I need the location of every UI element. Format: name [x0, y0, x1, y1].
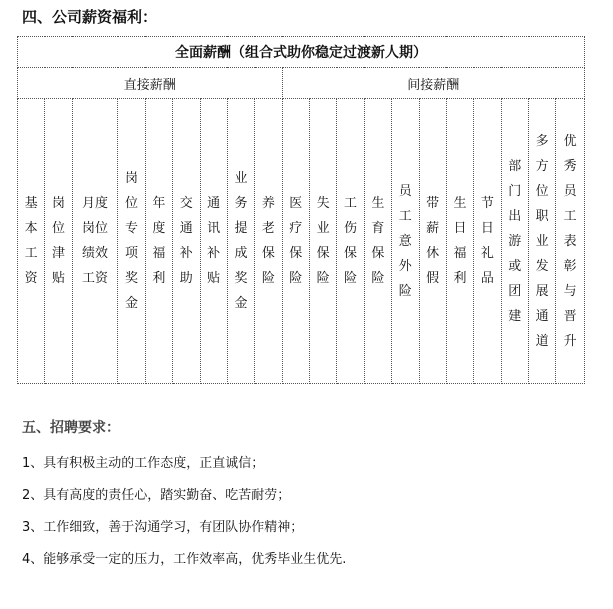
benefit-item-label: 生 日 福 利 — [453, 196, 467, 286]
benefit-item — [474, 99, 501, 384]
benefit-item-label: 节 日 礼 品 — [480, 196, 494, 286]
requirement-item: 4、能够承受一定的压力，工作效率高，优秀毕业生优先. — [22, 552, 347, 567]
benefit-item-label: 岗 位 津 贴 — [52, 196, 66, 286]
section-5-heading: 五、招聘要求： — [22, 420, 120, 436]
benefit-item — [118, 99, 145, 384]
benefit-item — [392, 99, 419, 384]
benefit-item-label: 年 度 福 利 — [152, 196, 166, 286]
benefit-item-label: 工 伤 保 险 — [344, 196, 358, 286]
benefit-item-label: 部 门 出 游 或 团 建 — [508, 158, 522, 324]
benefit-item-label: 失 业 保 险 — [316, 196, 330, 286]
group-header-1: 间接薪酬 — [282, 68, 584, 99]
benefit-item — [200, 99, 227, 384]
benefit-item — [255, 99, 282, 384]
requirement-item: 3、工作细致，善于沟通学习，有团队协作精神； — [22, 520, 304, 535]
benefit-item-label: 通 讯 补 贴 — [207, 196, 221, 286]
benefit-item — [529, 99, 556, 384]
benefit-item — [310, 99, 337, 384]
benefit-item — [173, 99, 200, 384]
benefit-item — [446, 99, 473, 384]
benefit-item-label: 基 本 工 资 — [24, 196, 38, 286]
benefit-item-label: 带 薪 休 假 — [426, 196, 440, 286]
benefit-item — [419, 99, 446, 384]
benefit-item-label: 多 方 位 职 业 发 展 通 道 — [535, 133, 549, 349]
requirement-item: 2、具有高度的责任心，踏实勤奋、吃苦耐劳； — [22, 488, 291, 503]
benefit-item-label: 优 秀 员 工 表 彰 与 晋 升 — [563, 133, 577, 349]
benefit-item — [145, 99, 172, 384]
benefit-item — [227, 99, 254, 384]
benefit-item-label: 交 通 补 助 — [179, 196, 193, 286]
benefit-item — [45, 99, 72, 384]
table-title: 全面薪酬（组合式助你稳定过渡新人期） — [18, 37, 585, 68]
benefit-item-label: 养 老 保 险 — [261, 196, 275, 286]
benefit-item-label: 岗 位 专 项 奖 金 — [125, 171, 139, 311]
benefit-item-label: 员 工 意 外 险 — [398, 183, 412, 299]
benefit-item-label: 生 育 保 险 — [371, 196, 385, 286]
benefit-item — [364, 99, 391, 384]
compensation-table — [17, 36, 585, 384]
benefit-item — [337, 99, 364, 384]
benefit-item-label: 业 务 提 成 奖 金 — [234, 171, 248, 311]
benefit-item — [556, 99, 585, 384]
benefit-item — [18, 99, 45, 384]
benefit-item — [501, 99, 528, 384]
section-4-heading: 四、公司薪资福利： — [22, 8, 158, 26]
benefit-item-label: 医 疗 保 险 — [289, 196, 303, 286]
benefit-item-label: 月度 岗位 绩效 工资 — [82, 196, 109, 286]
benefit-item — [72, 99, 118, 384]
benefit-item — [282, 99, 309, 384]
group-header-0: 直接薪酬 — [18, 68, 283, 99]
requirement-item: 1、具有积极主动的工作态度，正直诚信； — [22, 456, 265, 471]
